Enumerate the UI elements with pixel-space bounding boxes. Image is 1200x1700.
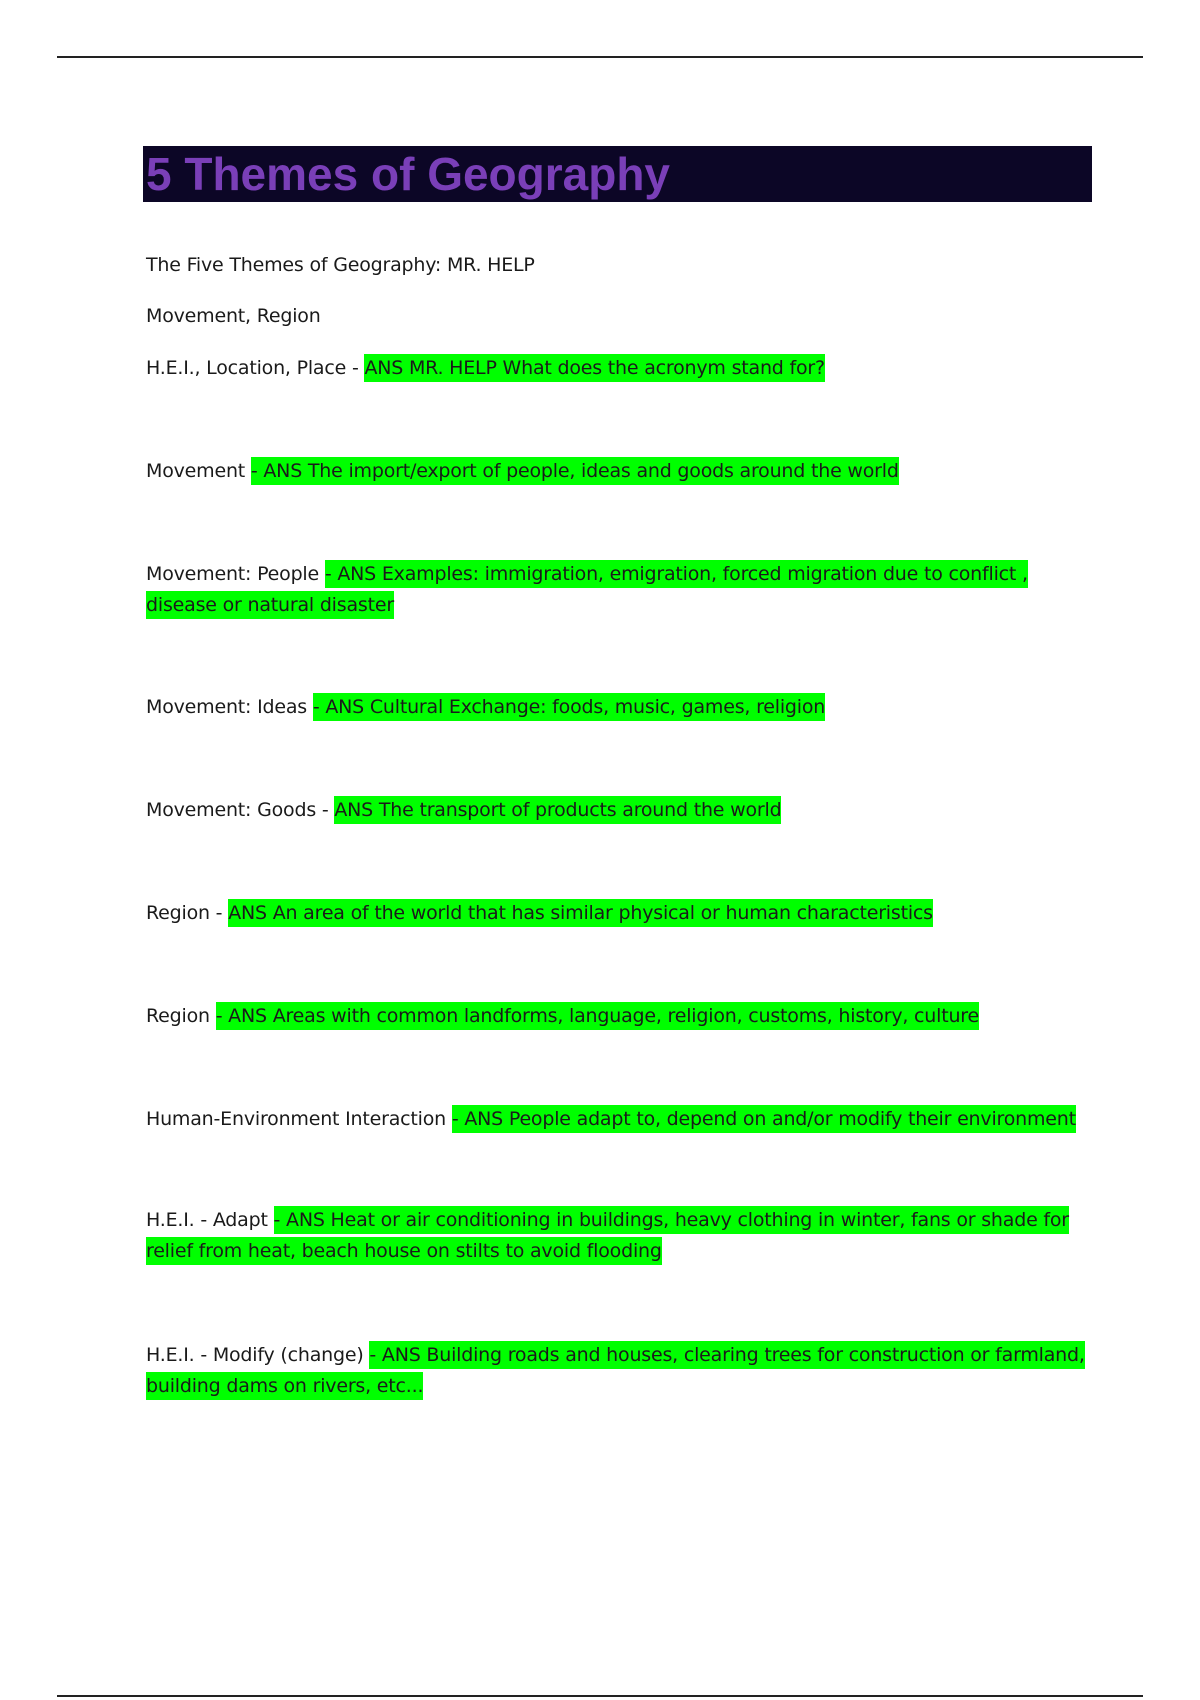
card-term: Region bbox=[146, 1005, 216, 1027]
card-term: Human-Environment Interaction bbox=[146, 1108, 452, 1130]
card-term: Movement: Goods - bbox=[146, 799, 335, 821]
flashcard-item bbox=[146, 559, 1086, 621]
flashcard-item bbox=[146, 692, 1086, 723]
intro-line: Movement, Region bbox=[146, 305, 321, 327]
card-answer: - ANS Areas with common landforms, language, religion, customs, history, culture bbox=[216, 1002, 979, 1030]
page-title: 5 Themes of Geography bbox=[146, 148, 671, 200]
footer-rule bbox=[57, 1695, 1143, 1697]
card-answer: - ANS Building roads and houses, clearing trees for construction or farmland, building dams on rivers, etc... bbox=[146, 1341, 1085, 1400]
card-answer: - ANS Heat or air conditioning in buildings, heavy clothing in winter, fans or shade for relief from heat, beach house on stilts to avoid flooding bbox=[146, 1206, 1069, 1265]
flashcard-item bbox=[146, 1001, 1086, 1032]
flashcard-item bbox=[146, 1340, 1086, 1402]
flashcard-item bbox=[146, 795, 1086, 826]
card-answer: - ANS Cultural Exchange: foods, music, games, religion bbox=[313, 693, 825, 721]
card-term: Movement bbox=[146, 460, 251, 482]
title-banner bbox=[143, 146, 1092, 202]
flashcard-item bbox=[146, 898, 1086, 929]
card-term: H.E.I. - Modify (change) bbox=[146, 1344, 370, 1366]
card-answer: - ANS The import/export of people, ideas and goods around the world bbox=[251, 457, 899, 485]
flashcard-item bbox=[146, 353, 1086, 384]
card-term: Region - bbox=[146, 902, 229, 924]
card-term: Movement: People bbox=[146, 563, 325, 585]
card-answer: - ANS Examples: immigration, emigration, forced migration due to conflict , disease or natural disaster bbox=[146, 560, 1028, 619]
flashcard-item bbox=[146, 1205, 1086, 1267]
card-term: H.E.I., Location, Place - bbox=[146, 357, 365, 379]
card-term: H.E.I. - Adapt bbox=[146, 1209, 274, 1231]
flashcard-item bbox=[146, 456, 1086, 487]
header-rule bbox=[57, 56, 1143, 58]
card-answer: ANS MR. HELP What does the acronym stand for? bbox=[364, 354, 824, 382]
card-answer: - ANS People adapt to, depend on and/or modify their environment bbox=[452, 1105, 1076, 1133]
intro-line: The Five Themes of Geography: MR. HELP bbox=[146, 254, 535, 276]
card-answer: ANS An area of the world that has similar physical or human characteristics bbox=[228, 899, 933, 927]
card-answer: ANS The transport of products around the world bbox=[334, 796, 781, 824]
flashcard-item bbox=[146, 1104, 1086, 1135]
card-term: Movement: Ideas bbox=[146, 696, 313, 718]
